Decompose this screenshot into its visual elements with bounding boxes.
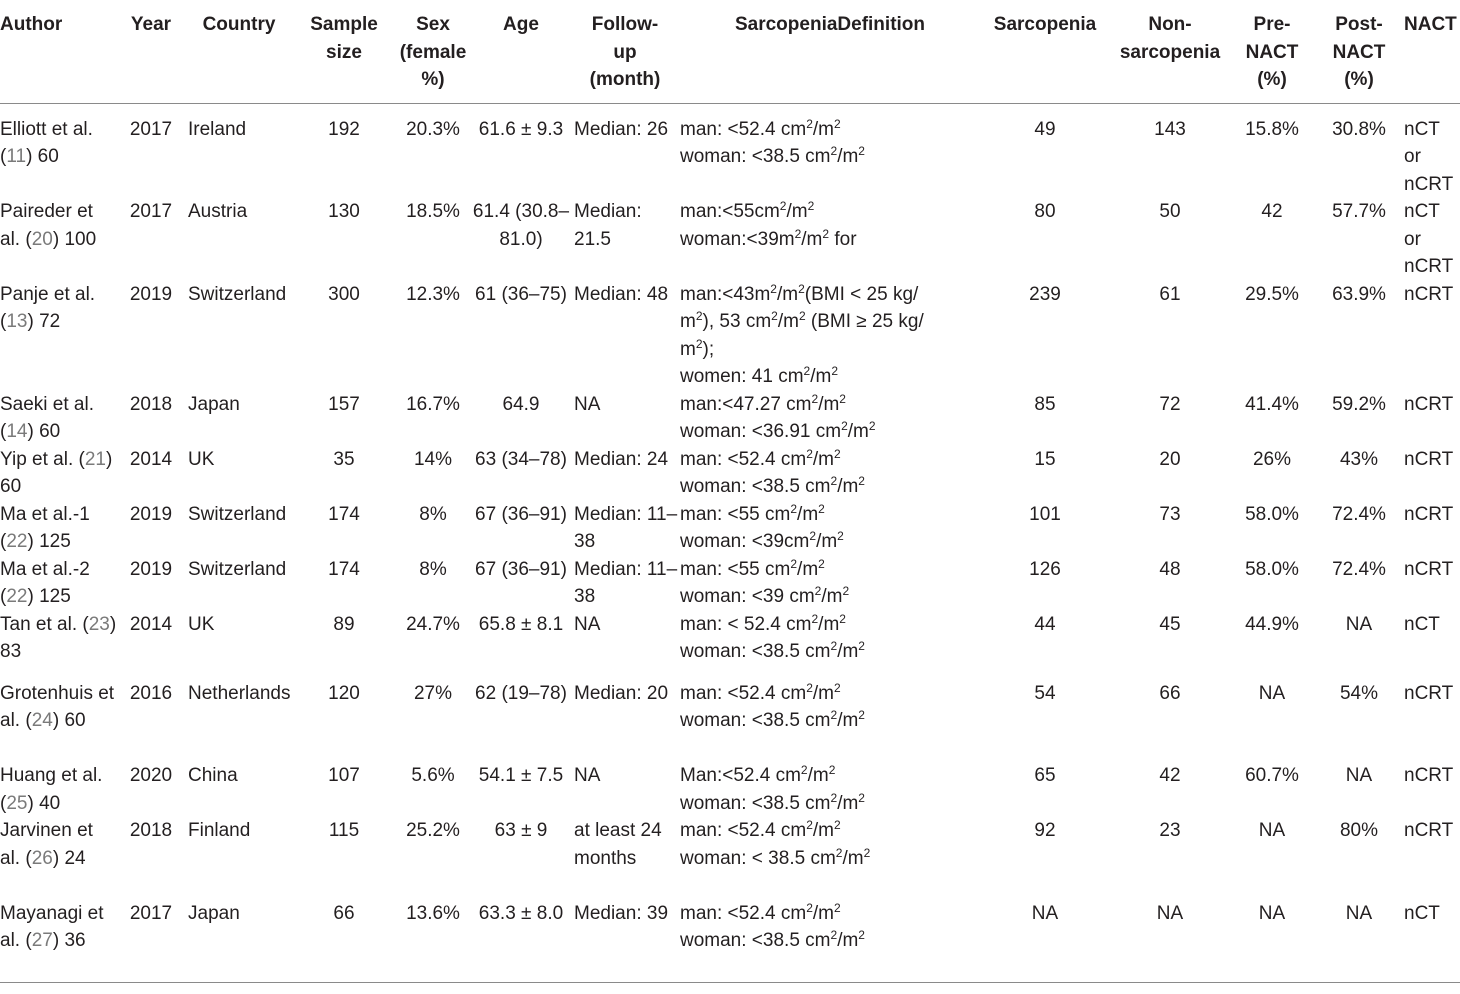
superscript-two: 2 — [806, 900, 813, 915]
cell-year: 2019 — [129, 558, 173, 580]
cell-pre-nact: 58.0% — [1245, 503, 1299, 525]
cell-sarcopenia: 239 — [1029, 283, 1061, 305]
cell-sarcopenia: 92 — [1034, 820, 1056, 841]
cell-non-sarcopenia: 45 — [1159, 613, 1181, 635]
cell-sample-size: 157 — [328, 393, 360, 415]
cell-followup: Median: 11–38 — [574, 558, 678, 607]
cell-definition — [680, 900, 980, 983]
cell-sex: 16.7% — [406, 393, 460, 415]
definition-man: $man:<55cm^2/m^2$ — [680, 199, 815, 222]
cell-author: Saeki et al. (14) 60 — [0, 393, 94, 442]
cell-non-sarcopenia: NA — [1156, 902, 1184, 924]
superscript-two: 2 — [807, 199, 815, 213]
header-country: Country — [202, 14, 276, 35]
cell-nact: nCT or nCRT — [1404, 201, 1454, 277]
superscript-two: 2 — [806, 818, 813, 832]
superscript-two: 2 — [839, 611, 846, 626]
cell-country: UK — [188, 448, 215, 470]
cell-country: Switzerland — [188, 503, 287, 525]
header-year: Year — [130, 14, 172, 35]
header-non-sarcopenia: Non- sarcopenia — [1119, 14, 1221, 63]
definition-man: man: <55 $cm^2/m^2$ — [680, 556, 825, 580]
cell-followup: at least 24 months — [574, 820, 662, 869]
reference-link: 13 — [6, 311, 28, 332]
definition-woman: woman: <38.5 $cm^2/m^2$ — [680, 144, 865, 167]
header-nact: NACT — [1404, 14, 1457, 35]
cell-post-nact: 72.4% — [1332, 503, 1386, 525]
reference-link: 25 — [6, 792, 28, 814]
cell-sex: 12.3% — [406, 283, 460, 305]
superscript-two: 2 — [837, 529, 844, 543]
reference-link: 26 — [31, 847, 53, 869]
cell-pre-nact: 60.7% — [1245, 765, 1299, 786]
table-row — [0, 501, 1460, 556]
cell-year: 2018 — [129, 820, 173, 841]
cell-author: Elliott et al. (11) 60 — [0, 118, 93, 167]
superscript-two: 2 — [841, 419, 848, 433]
table-row — [0, 680, 1460, 763]
cell-followup: Median: 26 — [574, 118, 669, 140]
definition-man: man:<47.27 $cm^2/m^2$ — [680, 391, 846, 415]
definition-man: man: <52.4 $cm^2/m^2$ — [680, 446, 841, 470]
definition-woman: woman: <38.5 $cm^2/m^2$ — [680, 639, 865, 662]
cell-author: Ma et al.-2 (22) 125 — [0, 558, 90, 607]
superscript-two: 2 — [798, 281, 805, 296]
superscript-two: 2 — [822, 226, 830, 241]
cell-year: 2014 — [129, 448, 173, 470]
superscript-two: 2 — [809, 529, 817, 543]
cell-sex: 24.7% — [406, 613, 460, 635]
definition-woman: $woman:<39m^2/m^2$ for — [680, 226, 857, 250]
cell-sex: 13.6% — [406, 902, 460, 924]
cell-author: Jarvinen et al. (26) 24 — [0, 820, 93, 869]
definition-man: man: <52.4 $cm^2/m^2$ — [680, 680, 841, 704]
cell-author: Yip et al. (21) 60 — [0, 448, 113, 497]
superscript-two: 2 — [858, 708, 865, 722]
cell-sample-size: 174 — [328, 558, 360, 580]
definition-man: man: <55 $cm^2/m^2$ — [680, 501, 825, 525]
cell-sample-size: 130 — [328, 201, 360, 222]
cell-nact: nCRT — [1404, 393, 1454, 415]
cell-post-nact: 72.4% — [1332, 558, 1386, 580]
cell-sarcopenia: 15 — [1034, 448, 1056, 470]
cell-post-nact: 30.8% — [1332, 118, 1386, 140]
cell-pre-nact: 44.9% — [1245, 613, 1299, 635]
cell-country: China — [188, 765, 238, 786]
table-row — [0, 900, 1460, 983]
cell-non-sarcopenia: 20 — [1159, 448, 1181, 470]
superscript-two: 2 — [834, 900, 841, 915]
cell-followup: NA — [574, 765, 601, 786]
cell-followup: Median: 39 — [574, 902, 669, 924]
cell-nact: nCT — [1404, 902, 1440, 924]
cell-followup: Median: 21.5 — [574, 201, 642, 250]
cell-definition — [680, 501, 980, 556]
cell-definition — [680, 103, 980, 198]
superscript-two: 2 — [803, 364, 811, 378]
cell-author: Ma et al.-1 (22) 125 — [0, 503, 90, 552]
cell-post-nact: 54% — [1339, 682, 1379, 704]
reference-link: 24 — [31, 710, 53, 731]
cell-sample-size: 89 — [333, 613, 355, 635]
cell-nact: nCRT — [1404, 558, 1454, 580]
cell-pre-nact: 41.4% — [1245, 393, 1299, 415]
cell-author: Huang et al. (25) 40 — [0, 765, 103, 814]
superscript-two: 2 — [794, 226, 802, 241]
superscript-two: 2 — [814, 584, 822, 598]
table-body — [0, 103, 1460, 983]
header-sample-size: Sample size — [310, 14, 378, 63]
cell-sex: 8% — [419, 503, 447, 525]
definition-woman: woman: <36.91 $cm^2/m^2$ — [680, 419, 876, 442]
cell-post-nact: 43% — [1339, 448, 1379, 470]
definition-woman: woman: <38.5 $cm^2/m^2$ — [680, 928, 865, 951]
superscript-two: 2 — [830, 708, 838, 722]
table-row — [0, 762, 1460, 817]
reference-link: 23 — [88, 613, 110, 635]
cell-year: 2016 — [129, 682, 173, 704]
header-row — [0, 0, 1460, 103]
cell-country: Japan — [188, 902, 240, 924]
cell-sarcopenia: 80 — [1034, 201, 1056, 222]
cell-sarcopenia: 44 — [1034, 613, 1056, 635]
superscript-two: 2 — [798, 309, 806, 323]
header-author: Author — [0, 14, 63, 35]
superscript-two: 2 — [695, 336, 703, 351]
cell-definition — [680, 198, 980, 281]
superscript-two: 2 — [831, 364, 839, 378]
cell-year: 2019 — [129, 503, 173, 525]
cell-sex: 5.6% — [411, 765, 455, 786]
cell-followup: Median: 48 — [574, 283, 669, 305]
cell-sarcopenia: 54 — [1034, 682, 1056, 704]
cell-country: Austria — [188, 201, 248, 222]
cell-year: 2017 — [129, 118, 173, 140]
cell-year: 2014 — [129, 613, 173, 635]
header-followup: Follow- up (month) — [589, 14, 661, 90]
cell-definition: $man:<43m^2/m^2(BMI < 25$ kg/ $m^2$), 53 $cm^2/m^2$ (BMI ≥ 25 kg/ $m^2$); women: 41 $cm^2/m^2$ — [680, 281, 924, 387]
superscript-two: 2 — [790, 556, 798, 571]
definition-man: man: < 52.4 $cm^2/m^2$ — [680, 611, 846, 635]
superscript-two: 2 — [830, 928, 838, 942]
definition-woman: woman: <39 $cm^2/m^2$ — [680, 584, 850, 607]
cell-followup: Median: 24 — [574, 448, 669, 470]
cell-author: Paireder et al. (20) 100 — [0, 201, 97, 250]
table-row — [0, 611, 1460, 680]
superscript-two: 2 — [858, 474, 865, 488]
superscript-two: 2 — [800, 763, 808, 777]
cell-sex: 27% — [413, 682, 453, 704]
superscript-two: 2 — [842, 584, 850, 598]
cell-country: Switzerland — [188, 558, 287, 580]
cell-pre-nact: NA — [1258, 820, 1286, 841]
cell-pre-nact: NA — [1258, 902, 1286, 924]
cell-definition — [680, 817, 980, 900]
definition-woman: woman: <38.5 $cm^2/m^2$ — [680, 708, 865, 731]
cell-sample-size: 120 — [328, 682, 360, 704]
cell-sample-size: 300 — [328, 283, 360, 305]
superscript-two: 2 — [858, 928, 865, 942]
reference-link: 21 — [84, 448, 106, 470]
cell-pre-nact: NA — [1258, 682, 1286, 704]
reference-link: 22 — [6, 586, 28, 607]
cell-age: 67 (36–91) — [475, 558, 567, 580]
superscript-two: 2 — [830, 474, 838, 488]
cell-age: 65.8 ± 8.1 — [478, 613, 564, 635]
table-row — [0, 281, 1460, 391]
cell-post-nact: NA — [1345, 613, 1373, 635]
cell-year: 2017 — [129, 902, 173, 924]
cell-sample-size: 115 — [328, 820, 360, 841]
reference-link: 11 — [6, 146, 27, 167]
cell-sample-size: 35 — [333, 448, 355, 470]
cell-country: Japan — [188, 393, 240, 415]
superscript-two: 2 — [830, 639, 838, 653]
superscript-two: 2 — [830, 790, 838, 805]
superscript-two: 2 — [858, 144, 865, 158]
cell-definition — [680, 556, 980, 611]
cell-non-sarcopenia: 23 — [1159, 820, 1181, 841]
header-age: Age — [503, 14, 539, 35]
cell-pre-nact: 15.8% — [1245, 118, 1299, 140]
cell-pre-nact: 29.5% — [1245, 283, 1299, 305]
cell-pre-nact: 42 — [1261, 201, 1283, 222]
cell-followup: NA — [574, 613, 601, 635]
superscript-two: 2 — [811, 611, 819, 626]
cell-author: Panje et al. (13) 72 — [0, 283, 96, 332]
cell-non-sarcopenia: 48 — [1159, 558, 1181, 580]
cell-sample-size: 107 — [328, 765, 360, 786]
reference-link: 20 — [31, 228, 53, 250]
cell-post-nact: 59.2% — [1332, 393, 1386, 415]
superscript-two: 2 — [771, 309, 778, 323]
superscript-two: 2 — [818, 501, 825, 516]
definition-woman: woman: <38.5 $cm^2/m^2$ — [680, 474, 865, 497]
cell-definition — [680, 446, 980, 501]
cell-author: Mayanagi et al. (27) 36 — [0, 902, 104, 951]
superscript-two: 2 — [834, 446, 841, 461]
cell-sample-size: 66 — [333, 902, 355, 924]
superscript-two: 2 — [770, 281, 777, 296]
cell-non-sarcopenia: 42 — [1159, 765, 1181, 786]
superscript-two: 2 — [834, 818, 841, 832]
cell-non-sarcopenia: 72 — [1159, 393, 1181, 415]
cell-country: Netherlands — [188, 682, 291, 704]
cell-country: Ireland — [188, 118, 247, 140]
cell-author: Grotenhuis et al. (24) 60 — [0, 682, 115, 731]
cell-non-sarcopenia: 143 — [1154, 118, 1186, 140]
header-sex: Sex (female %) — [399, 14, 467, 90]
cell-nact: nCRT — [1404, 283, 1454, 305]
definition-man: man: <52.4 $cm^2/m^2$ — [680, 900, 841, 924]
superscript-two: 2 — [835, 845, 843, 860]
cell-post-nact: NA — [1345, 765, 1373, 786]
definition-woman: woman: < 38.5 $cm^2/m^2$ — [680, 845, 871, 869]
cell-sample-size: 174 — [328, 503, 360, 525]
superscript-two: 2 — [858, 790, 865, 805]
cell-sarcopenia: 85 — [1034, 393, 1056, 415]
cell-post-nact: 57.7% — [1332, 201, 1386, 222]
superscript-two: 2 — [839, 391, 846, 406]
cell-sex: 18.5% — [406, 201, 460, 222]
reference-link: 22 — [6, 531, 28, 552]
cell-year: 2020 — [129, 765, 173, 786]
cell-definition — [680, 391, 980, 446]
cell-nact: nCT or nCRT — [1404, 118, 1454, 195]
table-row — [0, 817, 1460, 900]
cell-followup: Median: 20 — [574, 682, 669, 704]
superscript-two: 2 — [779, 199, 787, 213]
superscript-two: 2 — [828, 763, 836, 777]
cell-country: Switzerland — [188, 283, 287, 305]
cell-age: 61 (36–75) — [475, 283, 567, 305]
cell-sex: 8% — [419, 558, 447, 580]
cell-age: 62 (19–78) — [475, 682, 567, 704]
cell-non-sarcopenia: 61 — [1159, 283, 1181, 305]
cell-sex: 14% — [413, 448, 453, 470]
cell-age: 61.6 ± 9.3 — [478, 118, 564, 140]
table-row — [0, 391, 1460, 446]
superscript-two: 2 — [863, 845, 871, 860]
cell-sarcopenia: 65 — [1034, 765, 1056, 786]
superscript-two: 2 — [806, 116, 813, 131]
cell-age: 61.4 (30.8–81.0) — [472, 201, 570, 250]
cell-age: 63.3 ± 8.0 — [478, 902, 564, 924]
reference-link: 27 — [31, 930, 53, 951]
reference-link: 14 — [6, 421, 28, 442]
cell-non-sarcopenia: 73 — [1159, 503, 1181, 525]
superscript-two: 2 — [806, 446, 813, 461]
cell-sex: 25.2% — [406, 820, 460, 841]
table-row — [0, 556, 1460, 611]
cell-followup: NA — [574, 393, 601, 415]
cell-age: 63 (34–78) — [475, 448, 567, 470]
cell-year: 2019 — [129, 283, 173, 305]
cell-nact: nCRT — [1404, 682, 1454, 704]
definition-man: Man:<52.4 $cm^2/m^2$ — [680, 763, 836, 786]
cell-age: 64.9 — [502, 393, 540, 415]
cell-nact: nCRT — [1404, 765, 1454, 786]
superscript-two: 2 — [834, 680, 841, 695]
cell-non-sarcopenia: 66 — [1159, 682, 1181, 704]
cell-pre-nact: 26% — [1252, 448, 1292, 470]
cell-nact: nCT — [1404, 613, 1440, 635]
cell-author: Tan et al. (23) 83 — [0, 613, 117, 662]
header-pre-nact: Pre- NACT (%) — [1245, 14, 1299, 90]
cell-sample-size: 192 — [328, 118, 360, 140]
superscript-two: 2 — [834, 116, 841, 131]
cell-sex: 20.3% — [406, 118, 460, 140]
cell-country: Finland — [188, 820, 251, 841]
definition-man: man: <52.4 $cm^2/m^2$ — [680, 116, 841, 140]
table-row — [0, 103, 1460, 198]
cell-post-nact: 80% — [1339, 820, 1379, 841]
cell-definition — [680, 611, 980, 680]
cell-year: 2017 — [129, 201, 173, 222]
cell-nact: nCRT — [1404, 503, 1454, 525]
cell-sarcopenia: 49 — [1034, 118, 1056, 140]
superscript-two: 2 — [695, 309, 703, 323]
cell-country: UK — [188, 613, 215, 635]
cell-followup: Median: 11–38 — [574, 503, 678, 552]
table-row — [0, 446, 1460, 501]
cell-age: 63 ± 9 — [494, 820, 548, 841]
cell-sarcopenia: 101 — [1029, 503, 1061, 525]
cell-pre-nact: 58.0% — [1245, 558, 1299, 580]
superscript-two: 2 — [806, 680, 813, 695]
superscript-two: 2 — [868, 419, 876, 433]
definition-woman: woman: <38.5 $cm^2/m^2$ — [680, 790, 865, 814]
cell-nact: nCRT — [1404, 820, 1454, 841]
table-row — [0, 198, 1460, 281]
header-definition: SarcopeniaDefinition — [734, 14, 926, 35]
definition-man: man: <52.4 $cm^2/m^2$ — [680, 818, 841, 841]
superscript-two: 2 — [818, 556, 825, 571]
cell-year: 2018 — [129, 393, 173, 415]
superscript-two: 2 — [790, 501, 798, 516]
cell-definition — [680, 680, 980, 763]
cell-post-nact: NA — [1345, 902, 1373, 924]
definition-woman: woman: $<39cm^2/m^2$ — [680, 529, 844, 552]
superscript-two: 2 — [811, 391, 819, 406]
cell-age: 54.1 ± 7.5 — [478, 765, 564, 786]
superscript-two: 2 — [858, 639, 865, 653]
cell-sarcopenia: NA — [1031, 902, 1059, 924]
cell-age: 67 (36–91) — [475, 503, 567, 525]
header-sarcopenia: Sarcopenia — [993, 14, 1097, 35]
cell-nact: nCRT — [1404, 448, 1454, 470]
cell-definition — [680, 762, 980, 817]
cell-sarcopenia: 126 — [1029, 558, 1061, 580]
cell-non-sarcopenia: 50 — [1159, 201, 1181, 222]
superscript-two: 2 — [830, 144, 838, 158]
header-post-nact: Post- NACT (%) — [1332, 14, 1386, 90]
cell-post-nact: 63.9% — [1332, 283, 1386, 305]
